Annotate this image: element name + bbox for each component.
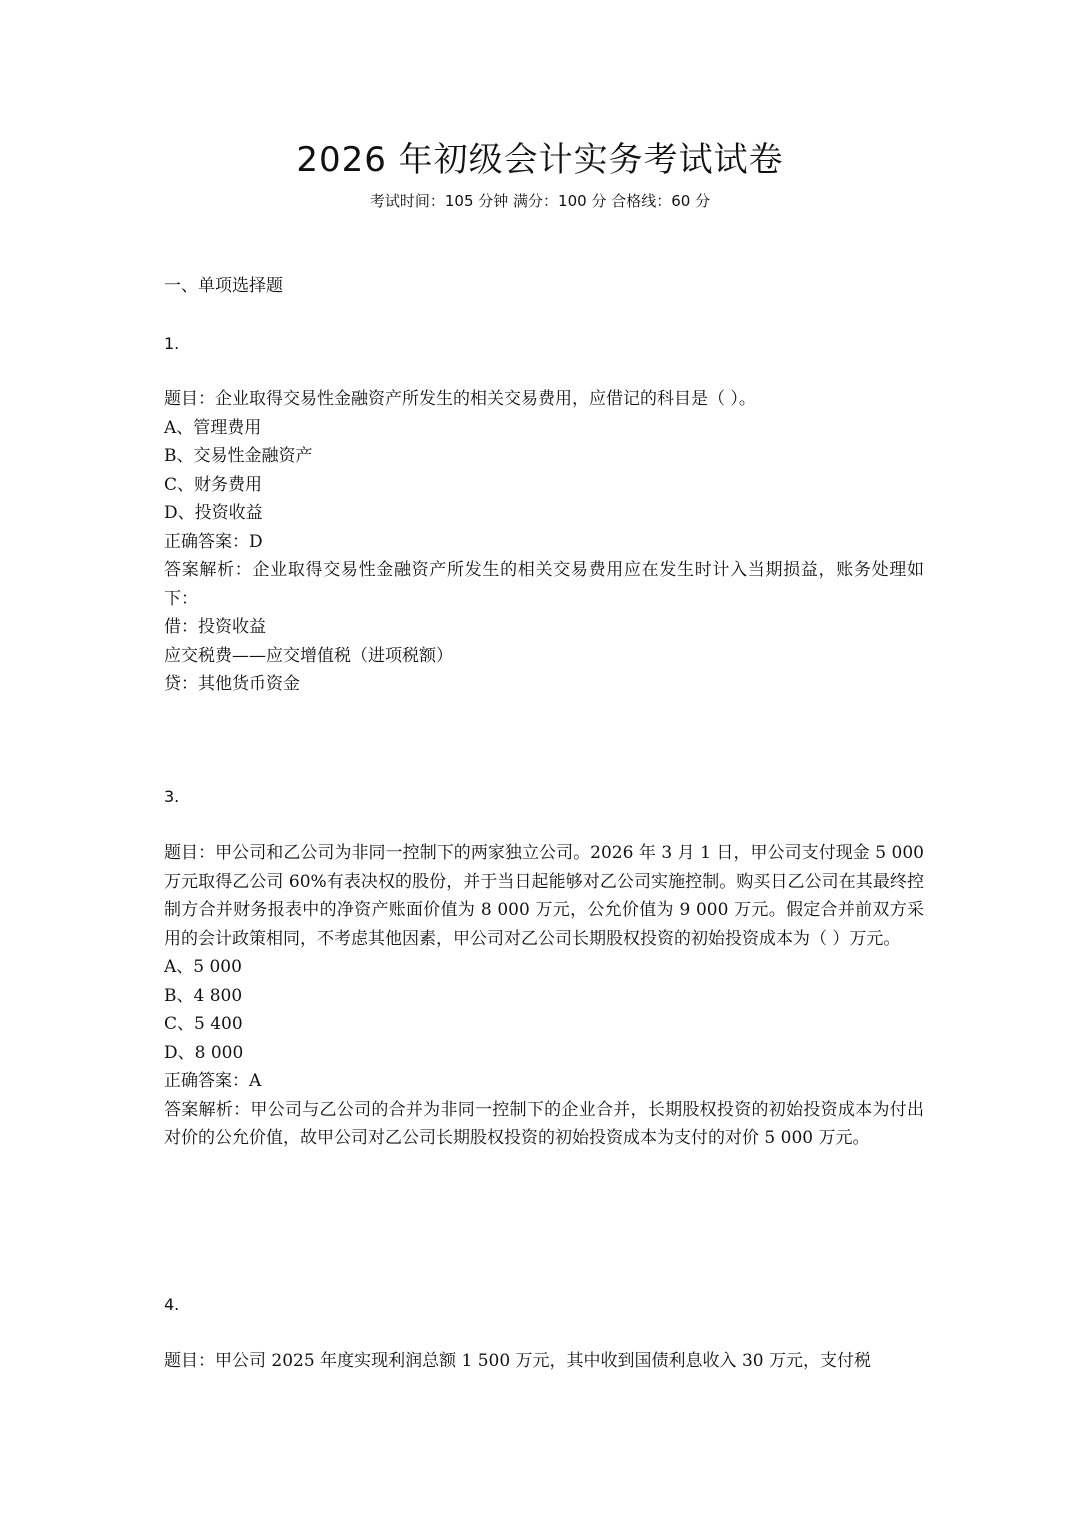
question-number: 3. (164, 787, 180, 806)
question-block (164, 385, 924, 699)
journal-entry-debit: 借：投资收益 (164, 617, 266, 637)
option-a: A、5 000 (164, 957, 242, 977)
exam-info: 考试时间：105 分钟 满分：100 分 合格线：60 分 (369, 192, 711, 210)
option-b: B、4 800 (164, 985, 243, 1006)
option-d: D、8 000 (164, 1042, 244, 1063)
question-stem: 题目：企业取得交易性金融资产所发生的相关交易费用，应借记的科目是（ ）。 (164, 389, 756, 409)
question-stem: 题目：甲公司 2025 年度实现利润总额 1 500 万元，其中收到国债利息收入 30 万元，支付税 (164, 1351, 871, 1371)
correct-answer: 正确答案：D (164, 531, 263, 552)
option-b: B、交易性金融资产 (164, 446, 313, 466)
journal-entry-tax: 应交税费——应交增值税（进项税额） (164, 645, 453, 666)
option-a: A、管理费用 (164, 417, 262, 438)
question-block (164, 839, 930, 1153)
option-c: C、财务费用 (164, 474, 263, 495)
question-stem: 题目：甲公司和乙公司为非同一控制下的两家独立公司。2026 年 3 月 1 日，甲公司支付现金 5 000 万元取得乙公司 60%有表决权的股份，并于当日起能够对乙公司实施控制。购买日乙公司在其最终控制方合并财务报表中的净资产账面价值为 8 000 万元，公允价值为 9 000 万元。假定合并前双方采用的会计政策相同，不考虑其他因素，甲公司对乙公司长期股权投资的初始投资成本为（ ）万元。 (164, 843, 930, 949)
exam-title: 2026 年初级会计实务考试试卷 (296, 140, 784, 180)
question-number: 4. (164, 1295, 180, 1314)
question-number: 1. (164, 334, 180, 353)
option-d: D、投资收益 (164, 503, 263, 523)
section-heading: 一、单项选择题 (164, 276, 283, 296)
journal-entry-credit: 贷：其他货币资金 (164, 674, 300, 694)
answer-analysis: 答案解析：企业取得交易性金融资产所发生的相关交易费用应在发生时计入当期损益，账务处理如下： (164, 560, 924, 609)
question-block (164, 1347, 924, 1376)
correct-answer: 正确答案：A (164, 1071, 262, 1091)
option-c: C、5 400 (164, 1014, 243, 1034)
answer-analysis: 答案解析：甲公司与乙公司的合并为非同一控制下的企业合并，长期股权投资的初始投资成本为付出对价的公允价值，故甲公司对乙公司长期股权投资的初始投资成本为支付的对价 5 000 万元。 (164, 1099, 924, 1148)
